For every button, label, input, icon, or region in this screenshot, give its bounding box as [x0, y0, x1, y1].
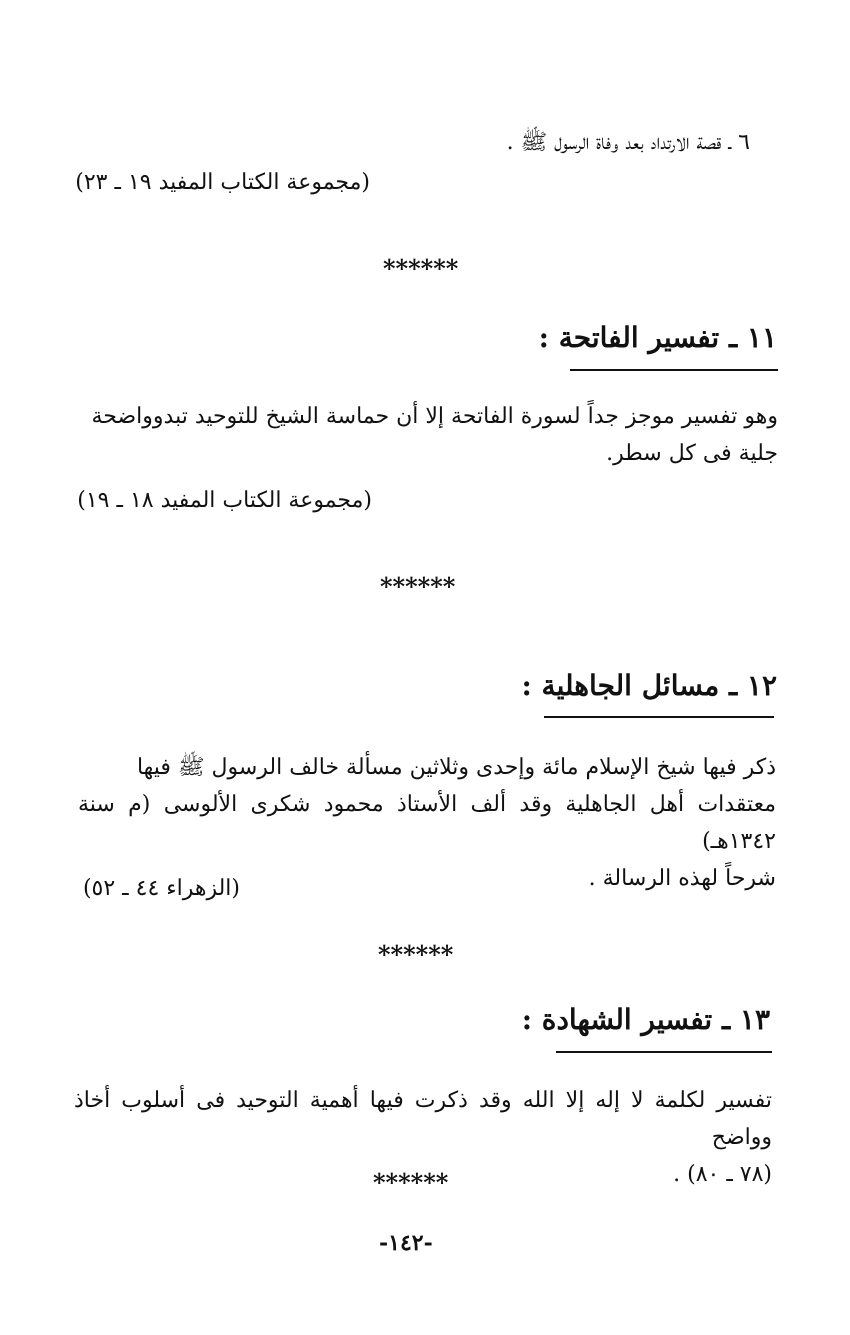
- section-13-heading: ١٣ ـ تفسير الشهادة :: [521, 1003, 770, 1036]
- separator-4: ******: [373, 1168, 449, 1197]
- section-11-source: (مجموعة الكتاب المفيد ١٨ ـ ١٩): [77, 488, 372, 513]
- separator-3: ******: [378, 940, 454, 969]
- section-11-line-2: جلية فى كل سطر.: [606, 441, 778, 466]
- section-12-line-2: معتقدات أهل الجاهلية وقد ألف الأستاذ محمود شكرى الألوسى (م سنة ١٣٤٢هـ): [78, 792, 776, 854]
- separator-2: ******: [380, 572, 456, 601]
- section-13-line-2: (٧٨ ـ ٨٠) .: [673, 1162, 772, 1187]
- section-12-heading: ١٢ ـ مسائل الجاهلية :: [521, 669, 777, 702]
- section-13-heading-underline: [556, 1051, 772, 1053]
- page-number: -١٤٢-: [379, 1230, 433, 1256]
- section-11-heading-underline: [570, 369, 778, 371]
- separator-1: ******: [383, 254, 459, 283]
- section-12-line-3: شرحاً لهذه الرسالة .: [588, 866, 776, 891]
- item-6-source: (مجموعة الكتاب المفيد ١٩ ـ ٢٣): [75, 170, 370, 195]
- section-12-heading-underline: [544, 716, 774, 718]
- section-11-paragraph: [80, 398, 778, 472]
- section-12-source: (الزهراء ٤٤ ـ ٥٢): [82, 876, 240, 901]
- section-11-heading: ١١ ـ تفسير الفاتحة :: [538, 321, 777, 354]
- section-12-line-1: ذكر فيها شيخ الإسلام مائة وإحدى وثلاثين مسألة خالف الرسول ﷺ فيها: [136, 755, 776, 780]
- item-6-text: ٦ ـ قصة الارتداد بعد وفاة الرسول ﷺ .: [506, 130, 750, 155]
- section-11-line-1: وهو تفسير موجز جداً لسورة الفاتحة إلا أن حماسة الشيخ للتوحيد تبدوواضحة: [91, 404, 778, 429]
- section-13-line-1: تفسير لكلمة لا إله إلا الله وقد ذكرت فيها أهمية التوحيد فى أسلوب أخاذ وواضح: [74, 1088, 772, 1150]
